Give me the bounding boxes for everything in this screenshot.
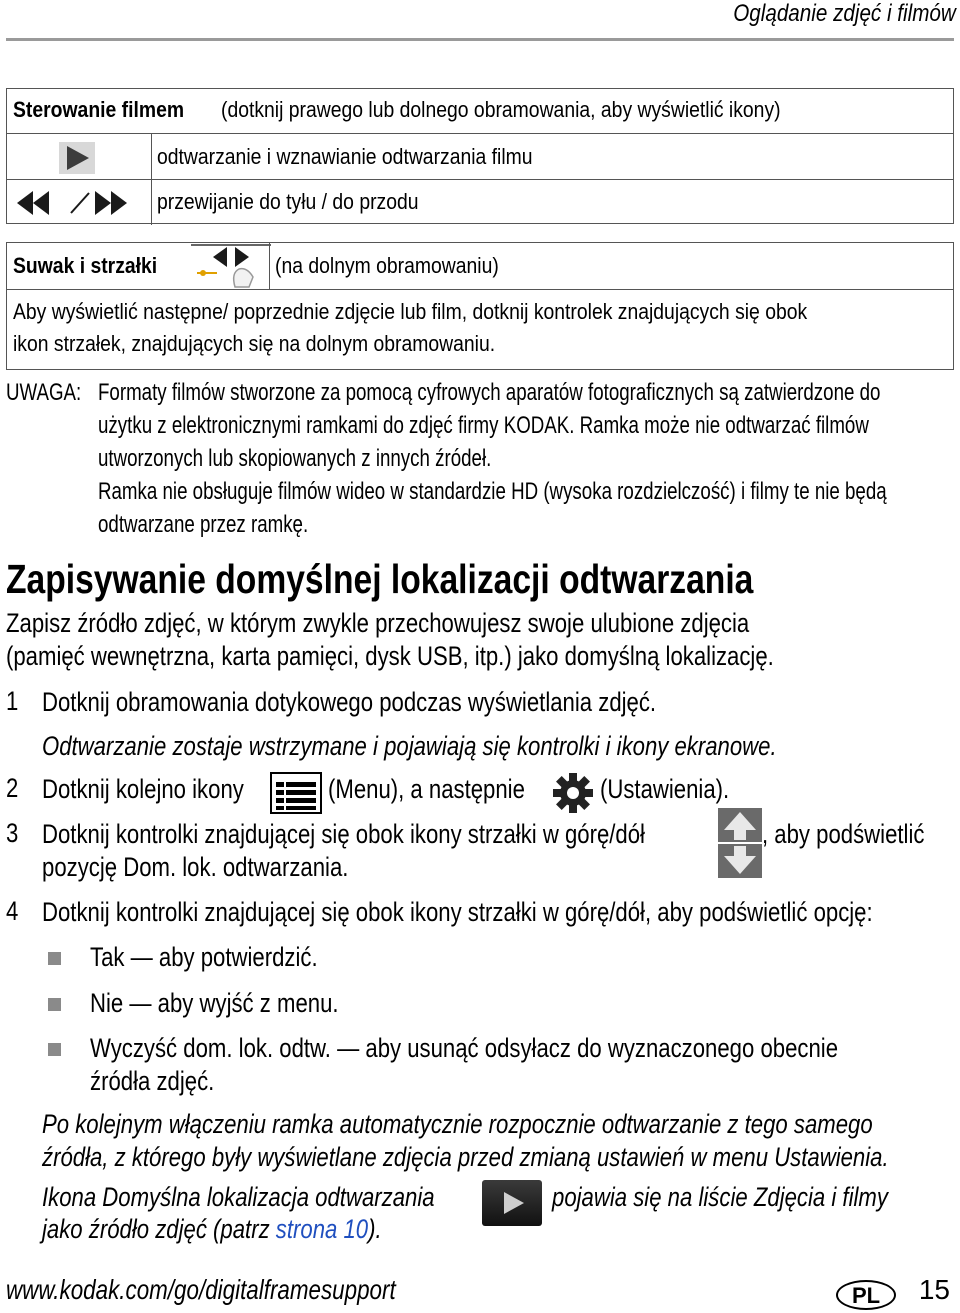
slider-heading: Suwak i strzałki [13, 253, 158, 278]
bullet-marker [48, 1043, 61, 1056]
support-url[interactable]: www.kodak.com/go/digitalframesupport [6, 1274, 396, 1305]
film-controls-note: (dotknij prawego lub dolnego obramowania, aby wyświetlić ikony) [221, 97, 781, 122]
slider-arrows-icon [191, 243, 271, 289]
note-line-1: Formaty filmów stworzone za pomocą cyfrowych aparatów fotograficznych są zatwierdzone do [98, 379, 881, 406]
film-controls-table [6, 88, 954, 224]
closing-line-2: źródła, z którego były wyświetlane zdjęcia przed zmianą ustawień w menu Ustawienia. [42, 1142, 889, 1172]
running-header: Oglądanie zdjęć i filmów [733, 0, 956, 27]
note-line-4: Ramka nie obsługuje filmów wideo w standardzie HD (wysoka rozdzielczość) i filmy te nie będą [98, 478, 887, 505]
section-title: Zapisywanie domyślnej lokalizacji odtwarzania [6, 556, 754, 602]
up-down-arrow-icon [718, 808, 762, 878]
closing-line-3b: pojawia się na liście Zdjęcia i filmy [552, 1182, 888, 1212]
closing-ref-prefix: jako źródło zdjęć (patrz [42, 1214, 276, 1244]
bullet-marker [48, 998, 61, 1011]
default-location-play-icon [482, 1180, 542, 1226]
page-number: 15 [918, 1274, 950, 1305]
slider-description-row [7, 289, 953, 370]
step-2-text-c: (Ustawienia). [600, 774, 730, 804]
option-clear-line-1: Wyczyść dom. lok. odtw. — aby usunąć odsyłacz do wyznaczonego obecnie [90, 1033, 839, 1063]
step-1-text: Dotknij obramowania dotykowego podczas wyświetlania zdjęć. [42, 687, 657, 717]
note-label: UWAGA: [6, 379, 82, 406]
gear-icon [552, 772, 594, 814]
section-intro-line-2: (pamięć wewnętrzna, karta pamięci, dysk USB, itp.) jako domyślną lokalizację. [6, 641, 774, 671]
option-clear-line-2: źródła zdjęć. [90, 1066, 215, 1096]
slider-note: (na dolnym obramowaniu) [275, 253, 499, 278]
step-4-number: 4 [6, 896, 19, 926]
step-2-number: 2 [6, 773, 19, 803]
option-no: Nie — aby wyjść z menu. [90, 988, 339, 1018]
closing-ref-suffix: ). [368, 1214, 382, 1244]
language-badge: PL [836, 1280, 896, 1310]
rewind-forward-icon [15, 188, 131, 218]
slider-description-line-1: Aby wyświetlić następne/ poprzednie zdjęcie lub film, dotknij kontrolek znajdujących się obok [13, 299, 808, 324]
step-1-number: 1 [6, 686, 19, 716]
slider-description-line-2: ikon strzałek, znajdujących się na dolnym obramowaniu. [13, 331, 496, 356]
note-line-5: odtwarzane przez ramkę. [98, 511, 309, 538]
page-10-link[interactable]: strona 10 [275, 1214, 369, 1244]
step-3-text-b: , aby podświetlić [762, 819, 925, 849]
play-icon [57, 140, 97, 176]
closing-line-4 [42, 1213, 382, 1246]
section-intro-line-1: Zapisz źródło zdjęć, w którym zwykle przechowujesz swoje ulubione zdjęcia [6, 608, 750, 638]
step-4-text: Dotknij kontrolki znajdującej się obok ikony strzałki w górę/dół, aby podświetlić opcję: [42, 897, 873, 927]
slider-table [6, 242, 954, 370]
step-3-text-a: Dotknij kontrolki znajdującej się obok ikony strzałki w górę/dół [42, 819, 645, 849]
note-line-2: użytku z elektronicznymi ramkami do zdjęć firmy KODAK. Ramka może nie odtwarzać filmów [98, 412, 869, 439]
rewind-description: przewijanie do tyłu / do przodu [157, 189, 419, 214]
play-description: odtwarzanie i wznawianie odtwarzania filmu [157, 144, 533, 169]
header-rule [6, 38, 954, 41]
film-controls-heading: Sterowanie filmem [13, 97, 185, 122]
step-2-text-a: Dotknij kolejno ikony [42, 774, 244, 804]
step-2-text-b: (Menu), a następnie [328, 774, 525, 804]
step-3-number: 3 [6, 818, 19, 848]
step-1-result: Odtwarzanie zostaje wstrzymane i pojawiają się kontrolki i ikony ekranowe. [42, 731, 777, 761]
step-3-text-c: pozycję Dom. lok. odtwarzania. [42, 852, 349, 882]
menu-icon [270, 772, 322, 814]
closing-line-1: Po kolejnym włączeniu ramka automatycznie rozpocznie odtwarzanie z tego samego [42, 1109, 873, 1139]
note-line-3: utworzonych lub skopiowanych z innych źródeł. [98, 445, 492, 472]
bullet-marker [48, 952, 61, 965]
rewind-row [7, 179, 953, 225]
play-row [7, 133, 953, 180]
option-yes: Tak — aby potwierdzić. [90, 942, 318, 972]
closing-line-3a: Ikona Domyślna lokalizacja odtwarzania [42, 1182, 435, 1212]
